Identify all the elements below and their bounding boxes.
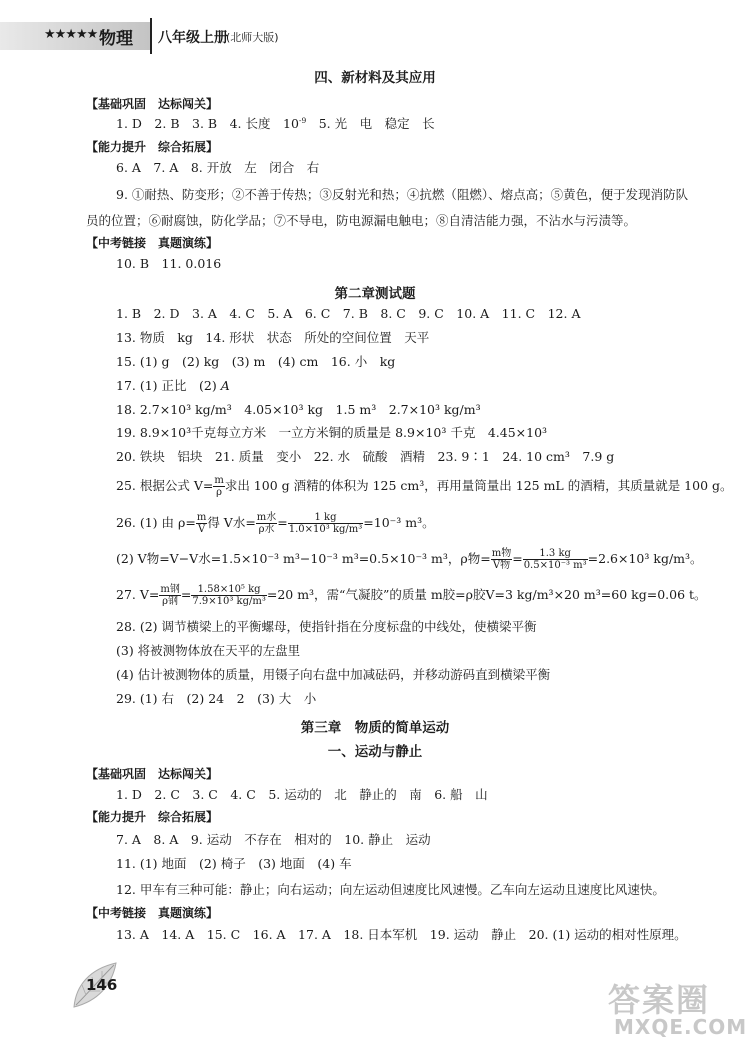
answer-line-formula: (2) V物=V−V水=1.5×10⁻³ m³−10⁻³ m³=0.5×10⁻³ m³，ρ物= $\frac{\text{m物}}{\text{V物}}$ = $\frac{1.3 kg}{\text{0.5×10⁻³ m³}}$ =2.6×10³ kg/m³。 bbox=[116, 548, 703, 571]
section-label-ability: 【能力提升 综合拓展】 bbox=[86, 810, 219, 824]
answer-line: (4) 估计被测物体的质量，用镊子向右盘中加减砝码，并移动游码直到横梁平衡 bbox=[116, 667, 551, 682]
answer-line: 28. (2) 调节横梁上的平衡螺母，使指针指在分度标盘的中线处，使横梁平衡 bbox=[116, 619, 537, 634]
answer-line: 7. A 8. A 9. 运动 不存在 相对的 10. 静止 运动 bbox=[116, 832, 431, 847]
section-title-new-materials: 四、新材料及其应用 bbox=[314, 70, 436, 86]
answer-line: 17. (1) 正比 (2) A bbox=[116, 378, 230, 393]
page-number: 146 bbox=[86, 976, 118, 994]
section-title-chapter2-test: 第二章测试题 bbox=[334, 286, 416, 302]
section-label-exam: 【中考链接 真题演练】 bbox=[86, 236, 219, 250]
answer-line: 1. D 2. C 3. C 4. C 5. 运动的 北 静止的 南 6. 船 山 bbox=[116, 787, 488, 802]
answer-line: 19. 8.9×10³千克每立方米 一立方米铜的质量是 8.9×10³ 千克 4.45×10³ bbox=[116, 425, 548, 440]
answer-line: 20. 铁块 铝块 21. 质量 变小 22. 水 硫酸 酒精 23. 9∶1 24. 10 cm³ 7.9 g bbox=[116, 449, 615, 464]
section-title-motion-rest: 一、运动与静止 bbox=[327, 744, 423, 760]
watermark-url: MXQE.COM bbox=[614, 1015, 748, 1039]
difficulty-stars-icon: ★★★★★ bbox=[44, 27, 98, 42]
answer-line: 9. ①耐热、防变形；②不善于传热；③反射光和热；④抗燃（阻燃）、熔点高；⑤黄色，便于发现消防队 bbox=[116, 187, 689, 202]
answer-line: 13. 物质 kg 14. 形状 状态 所处的空间位置 天平 bbox=[116, 330, 430, 345]
answer-line: 12. 甲车有三种可能：静止；向右运动；向左运动但速度比风速慢。乙车向左运动且速度比风速快。 bbox=[116, 882, 665, 897]
section-label-exam: 【中考链接 真题演练】 bbox=[86, 906, 219, 920]
answer-line-formula: 25. 根据公式 V= $\frac{m}{\rho}$ 求出 100 g 酒精的体积为 125 cm³，再用量筒量出 125 mL 的酒精，其质量就是 100 g。 bbox=[116, 475, 733, 498]
answer-line-formula: 26. (1) 由 ρ= $\frac{m}{V}$ 得 V水= $\frac{\text{m水}}{\text{ρ水}}$ = $\frac{1 kg}{\text{1.0×10³ kg/m³}}$ =10⁻³ m³。 bbox=[116, 512, 435, 535]
chapter-title-simple-motion: 第三章 物质的简单运动 bbox=[300, 720, 450, 736]
answer-line: (3) 将被测物体放在天平的左盘里 bbox=[116, 643, 301, 658]
answer-line: 15. (1) g (2) kg (3) m (4) cm 16. 小 kg bbox=[116, 354, 396, 369]
watermark-logo-text: 答案圈 bbox=[608, 981, 711, 1019]
section-label-basic: 【基础巩固 达标闯关】 bbox=[86, 97, 219, 111]
answer-line-formula: 27. V= $\frac{\text{m钢}}{\text{ρ钢}}$ = $\frac{\text{1.58×10⁵ kg}}{\text{7.9×10³ kg/m³}}$ =20 m³，需“气凝胶”的质量 m胶=ρ胶V=3 kg/m³×20 m³=60 kg=0.06 t。 bbox=[116, 584, 707, 607]
section-label-ability: 【能力提升 综合拓展】 bbox=[86, 140, 219, 154]
answer-line: 6. A 7. A 8. 开放 左 闭合 右 bbox=[116, 160, 320, 175]
header-edition: (北师大版) bbox=[226, 31, 279, 44]
answer-line: 11. (1) 地面 (2) 椅子 (3) 地面 (4) 车 bbox=[116, 856, 352, 871]
answer-line: 1. D 2. B 3. B 4. 长度 $10^{-9}$ 5. 光 电 稳定 长 bbox=[116, 115, 435, 131]
answer-line: 29. (1) 右 (2) 24 2 (3) 大 小 bbox=[116, 691, 317, 706]
header-grade: 八年级上册 bbox=[158, 30, 228, 46]
answer-line: 18. 2.7×10³ kg/m³ 4.05×10³ kg 1.5 m³ 2.7×10³ kg/m³ bbox=[116, 402, 481, 417]
site-watermark bbox=[608, 975, 748, 1040]
answer-line: 员的位置；⑥耐腐蚀，防化学品；⑦不导电，防电源漏电触电；⑧自清洁能力强，不沾水与污渍等。 bbox=[86, 213, 637, 228]
header-subject: 物理 bbox=[99, 29, 133, 49]
answer-line: 13. A 14. A 15. C 16. A 17. A 18. 日本军机 19. 运动 静止 20. (1) 运动的相对性原理。 bbox=[116, 927, 687, 942]
section-label-basic: 【基础巩固 达标闯关】 bbox=[86, 767, 219, 781]
answer-line: 1. B 2. D 3. A 4. C 5. A 6. C 7. B 8. C 9. C 10. A 11. C 12. A bbox=[116, 306, 581, 321]
answer-line: 10. B 11. 0.016 bbox=[116, 256, 222, 271]
